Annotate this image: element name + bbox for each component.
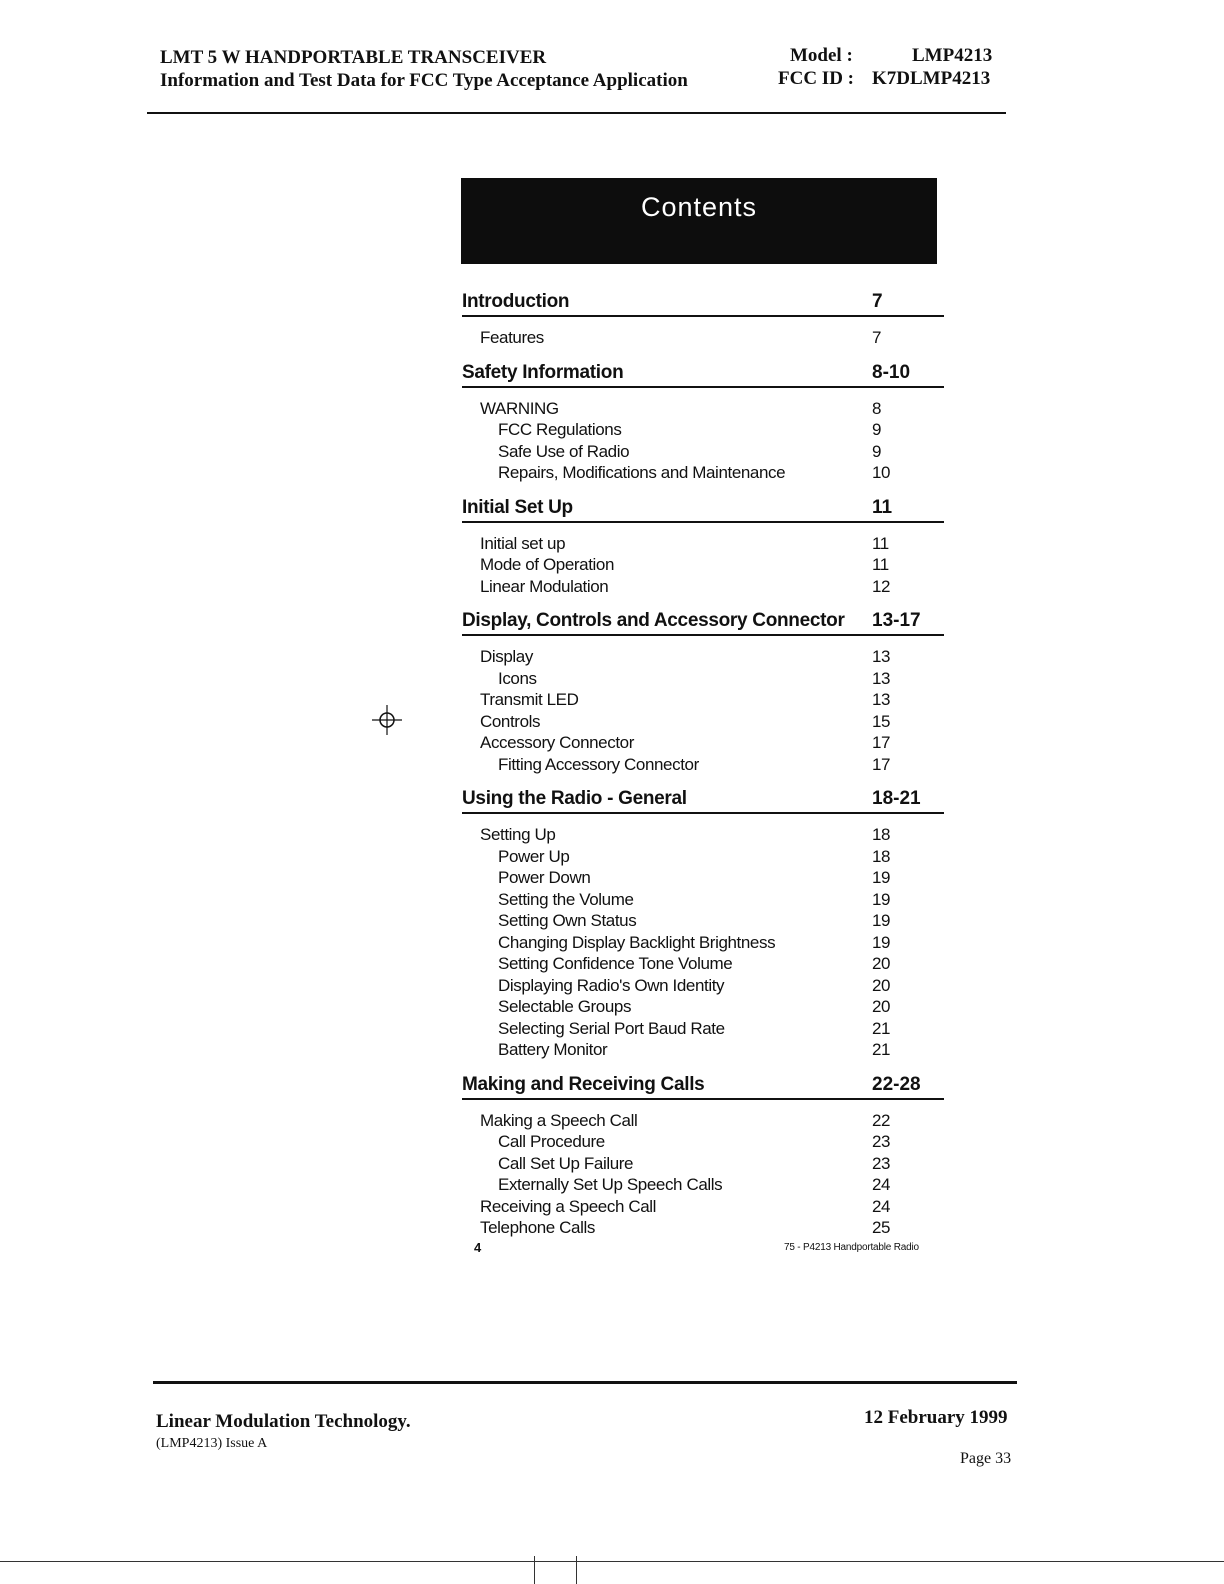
toc-entry bbox=[462, 910, 944, 932]
toc-entry-list bbox=[462, 814, 944, 1071]
toc-entry bbox=[462, 462, 944, 484]
toc-entry-page: 20 bbox=[872, 975, 891, 995]
toc-entry-title: Call Set Up Failure bbox=[498, 1153, 634, 1173]
toc-section-heading bbox=[462, 359, 944, 388]
toc-entry-title: Changing Display Backlight Brightness bbox=[498, 932, 776, 952]
toc-entry-page: 11 bbox=[872, 533, 889, 553]
toc-entry-title: Mode of Operation bbox=[480, 555, 615, 574]
toc-entry-list bbox=[462, 523, 944, 608]
toc-entry bbox=[462, 668, 944, 690]
header-divider bbox=[147, 112, 1006, 114]
toc-entry-title: Features bbox=[480, 328, 544, 347]
toc-entry bbox=[462, 327, 944, 349]
toc-entry-list bbox=[462, 636, 944, 785]
toc-entry-title: Battery Monitor bbox=[498, 1040, 608, 1059]
toc-entry-list bbox=[462, 388, 944, 494]
toc-entry bbox=[462, 867, 944, 889]
company-name: Linear Modulation Technology. bbox=[156, 1411, 411, 1432]
toc-entry-page: 18 bbox=[872, 846, 891, 866]
toc-section bbox=[462, 607, 944, 785]
toc-entry-title: Repairs, Modifications and Maintenance bbox=[498, 463, 786, 482]
toc-entry-page: 21 bbox=[872, 1040, 891, 1059]
toc-entry bbox=[462, 1110, 944, 1132]
toc-entry bbox=[462, 889, 944, 911]
toc-section-pages: 22-28 bbox=[872, 1073, 921, 1095]
fcc-id-value: K7DLMP4213 bbox=[872, 68, 991, 89]
toc-section-pages: 7 bbox=[872, 291, 883, 312]
toc-entry bbox=[462, 1174, 944, 1196]
toc-entry-page: 23 bbox=[872, 1153, 891, 1173]
toc-entry-page: 15 bbox=[872, 711, 891, 731]
toc-section bbox=[462, 1071, 944, 1249]
toc-section-title: Using the Radio - General bbox=[462, 788, 687, 809]
toc-section-heading bbox=[462, 785, 944, 814]
toc-entry bbox=[462, 1131, 944, 1153]
toc-entry bbox=[462, 824, 944, 846]
registration-mark-icon bbox=[372, 705, 402, 735]
toc-entry-page: 13 bbox=[872, 668, 891, 688]
toc-entry bbox=[462, 754, 944, 776]
contents-banner bbox=[461, 178, 937, 264]
toc-section-heading bbox=[462, 494, 944, 523]
toc-entry bbox=[462, 1217, 944, 1239]
contents-title: Contents bbox=[640, 192, 758, 222]
toc-entry-title: Receiving a Speech Call bbox=[480, 1196, 657, 1216]
toc-entry-list bbox=[462, 1100, 944, 1249]
toc-entry-title: Displaying Radio's Own Identity bbox=[498, 975, 725, 995]
toc-entry-title: Setting Up bbox=[480, 825, 556, 844]
toc-entry-page: 23 bbox=[872, 1132, 891, 1151]
table-of-contents bbox=[462, 288, 944, 1249]
fcc-id-label: FCC ID : bbox=[778, 68, 854, 89]
toc-entry-page: 17 bbox=[872, 754, 891, 774]
toc-entry-title: Power Up bbox=[498, 846, 570, 866]
issue-label: (LMP4213) Issue A bbox=[156, 1436, 268, 1451]
running-footer-title: 75 - P4213 Handportable Radio bbox=[784, 1242, 919, 1253]
toc-entry-page: 19 bbox=[872, 868, 891, 887]
toc-entry-page: 9 bbox=[872, 420, 882, 439]
document-subtitle: Information and Test Data for FCC Type Acceptance Application bbox=[160, 70, 688, 91]
toc-entry bbox=[462, 1039, 944, 1061]
toc-entry-page: 9 bbox=[872, 441, 882, 461]
toc-entry-page: 12 bbox=[872, 576, 891, 596]
toc-section-heading bbox=[462, 607, 944, 636]
toc-entry-page: 21 bbox=[872, 1018, 891, 1038]
toc-section-title: Initial Set Up bbox=[462, 496, 573, 518]
toc-entry bbox=[462, 975, 944, 997]
document-title: LMT 5 W HANDPORTABLE TRANSCEIVER bbox=[160, 47, 547, 68]
toc-entry-title: Making a Speech Call bbox=[480, 1110, 638, 1130]
toc-entry bbox=[462, 419, 944, 441]
scan-edge-tick bbox=[534, 1556, 535, 1584]
toc-entry-page: 24 bbox=[872, 1196, 891, 1216]
toc-section-pages: 13-17 bbox=[872, 610, 921, 631]
toc-entry bbox=[462, 953, 944, 975]
toc-entry bbox=[462, 732, 944, 754]
toc-entry-title: Accessory Connector bbox=[480, 733, 634, 752]
toc-entry bbox=[462, 689, 944, 711]
toc-entry bbox=[462, 996, 944, 1018]
toc-entry-title: Setting the Volume bbox=[498, 889, 634, 909]
toc-entry bbox=[462, 576, 944, 598]
toc-section bbox=[462, 785, 944, 1071]
toc-entry-page: 19 bbox=[872, 889, 891, 909]
toc-entry-title: Display bbox=[480, 647, 533, 666]
toc-entry bbox=[462, 554, 944, 576]
toc-entry-title: Initial set up bbox=[480, 533, 566, 553]
toc-entry-page: 20 bbox=[872, 954, 891, 973]
document-date: 12 February 1999 bbox=[864, 1407, 1008, 1428]
toc-entry-title: Externally Set Up Speech Calls bbox=[498, 1175, 723, 1194]
toc-entry bbox=[462, 1196, 944, 1218]
model-label: Model : bbox=[790, 45, 853, 66]
toc-entry-page: 13 bbox=[872, 690, 891, 709]
page-number: Page 33 bbox=[960, 1450, 1012, 1467]
toc-section-heading bbox=[462, 288, 944, 317]
toc-section-pages: 8-10 bbox=[872, 361, 911, 383]
toc-entry-title: Icons bbox=[498, 668, 537, 688]
toc-section-title: Display, Controls and Accessory Connector bbox=[462, 610, 845, 631]
footer-divider bbox=[153, 1381, 1017, 1384]
toc-entry-page: 11 bbox=[872, 555, 889, 574]
toc-entry-title: Selectable Groups bbox=[498, 997, 632, 1016]
toc-entry bbox=[462, 1018, 944, 1040]
toc-entry bbox=[462, 533, 944, 555]
toc-entry-title: Selecting Serial Port Baud Rate bbox=[498, 1018, 725, 1038]
toc-entry-page: 22 bbox=[872, 1110, 891, 1130]
toc-entry-title: Fitting Accessory Connector bbox=[498, 754, 699, 774]
toc-entry-page: 17 bbox=[872, 733, 891, 752]
toc-entry bbox=[462, 1153, 944, 1175]
toc-entry-page: 19 bbox=[872, 911, 891, 930]
toc-entry bbox=[462, 711, 944, 733]
toc-entry-page: 20 bbox=[872, 997, 891, 1016]
toc-entry bbox=[462, 646, 944, 668]
toc-entry-title: Safe Use of Radio bbox=[498, 441, 630, 461]
scan-edge-line bbox=[0, 1561, 1224, 1562]
toc-entry-list bbox=[462, 317, 944, 359]
toc-entry bbox=[462, 441, 944, 463]
scan-edge-tick bbox=[576, 1556, 577, 1584]
toc-entry-title: Controls bbox=[480, 711, 541, 731]
toc-entry-title: Power Down bbox=[498, 868, 591, 887]
toc-section bbox=[462, 359, 944, 494]
toc-entry bbox=[462, 398, 944, 420]
toc-entry-page: 19 bbox=[872, 932, 891, 952]
inner-page-number: 4 bbox=[474, 1240, 482, 1255]
toc-entry-page: 24 bbox=[872, 1175, 891, 1194]
toc-entry bbox=[462, 846, 944, 868]
toc-section-title: Safety Information bbox=[462, 361, 624, 383]
toc-entry-page: 13 bbox=[872, 647, 891, 666]
toc-section-pages: 11 bbox=[872, 496, 893, 518]
toc-entry-title: Telephone Calls bbox=[480, 1218, 595, 1237]
toc-section-title: Making and Receiving Calls bbox=[462, 1073, 705, 1095]
toc-section-title: Introduction bbox=[462, 291, 570, 312]
toc-section bbox=[462, 494, 944, 608]
toc-entry-title: Transmit LED bbox=[480, 690, 579, 709]
toc-entry-title: FCC Regulations bbox=[498, 420, 622, 439]
toc-entry-title: WARNING bbox=[480, 398, 559, 418]
toc-section bbox=[462, 288, 944, 359]
toc-entry-title: Call Procedure bbox=[498, 1132, 605, 1151]
toc-entry-page: 25 bbox=[872, 1218, 891, 1237]
toc-section-heading bbox=[462, 1071, 944, 1100]
toc-entry-page: 10 bbox=[872, 463, 891, 482]
toc-section-pages: 18-21 bbox=[872, 788, 921, 809]
model-value: LMP4213 bbox=[912, 45, 993, 66]
toc-entry-page: 7 bbox=[872, 328, 882, 347]
toc-entry-page: 18 bbox=[872, 825, 891, 844]
toc-entry-title: Setting Confidence Tone Volume bbox=[498, 954, 733, 973]
toc-entry bbox=[462, 932, 944, 954]
toc-entry-page: 8 bbox=[872, 398, 882, 418]
toc-entry-title: Setting Own Status bbox=[498, 911, 637, 930]
toc-entry-title: Linear Modulation bbox=[480, 576, 609, 596]
